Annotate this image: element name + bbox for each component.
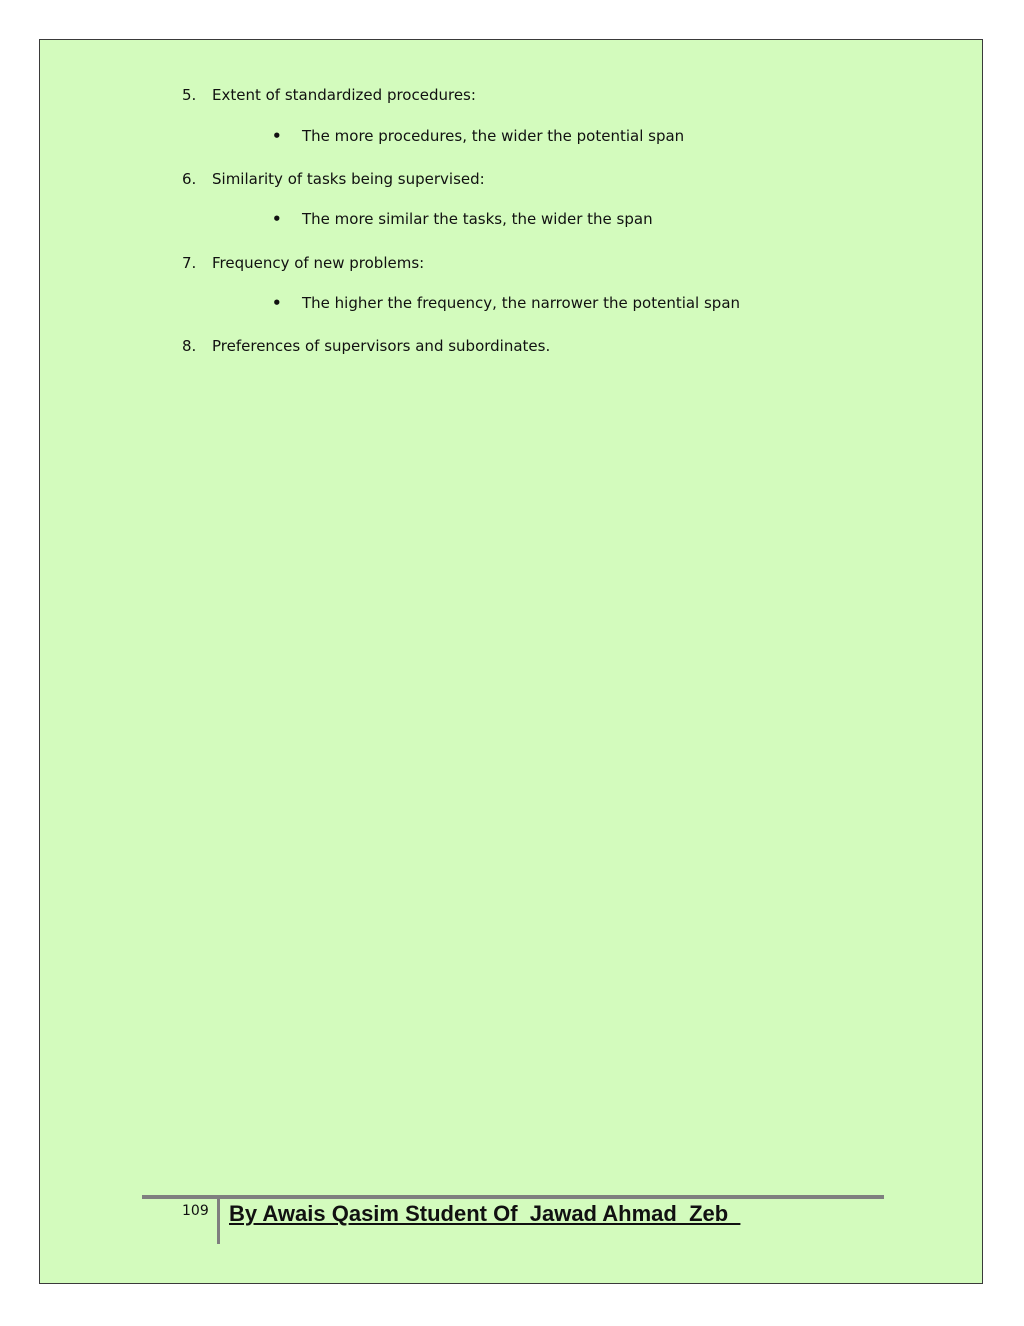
bullet-text: The more similar the tasks, the wider the span <box>302 210 653 228</box>
document-page <box>39 39 983 1284</box>
bullet-item-7 <box>272 294 740 312</box>
footer-divider <box>142 1195 884 1199</box>
list-text: Frequency of new problems: <box>212 254 425 272</box>
list-number: 8. <box>182 337 197 355</box>
list-number: 5. <box>182 86 197 104</box>
list-text: Preferences of supervisors and subordinates. <box>212 337 551 355</box>
bullet-icon: • <box>272 294 282 312</box>
list-number: 7. <box>182 254 197 272</box>
list-number: 6. <box>182 170 197 188</box>
footer-separator <box>217 1197 220 1244</box>
bullet-text: The higher the frequency, the narrower the potential span <box>302 294 741 312</box>
list-text: Extent of standardized procedures: <box>212 86 476 104</box>
page-number: 109 <box>182 1203 209 1219</box>
bullet-icon: • <box>272 127 282 145</box>
list-item-8 <box>182 337 550 355</box>
bullet-item-6 <box>272 210 653 228</box>
list-item-6 <box>182 170 485 188</box>
bullet-text: The more procedures, the wider the potential span <box>302 127 685 145</box>
footer-author-text: By Awais Qasim Student Of Jawad Ahmad Zeb <box>229 1201 741 1226</box>
bullet-item-5 <box>272 127 684 145</box>
list-item-7 <box>182 254 424 272</box>
bullet-icon: • <box>272 210 282 228</box>
list-item-5 <box>182 86 476 104</box>
list-text: Similarity of tasks being supervised: <box>212 170 485 188</box>
